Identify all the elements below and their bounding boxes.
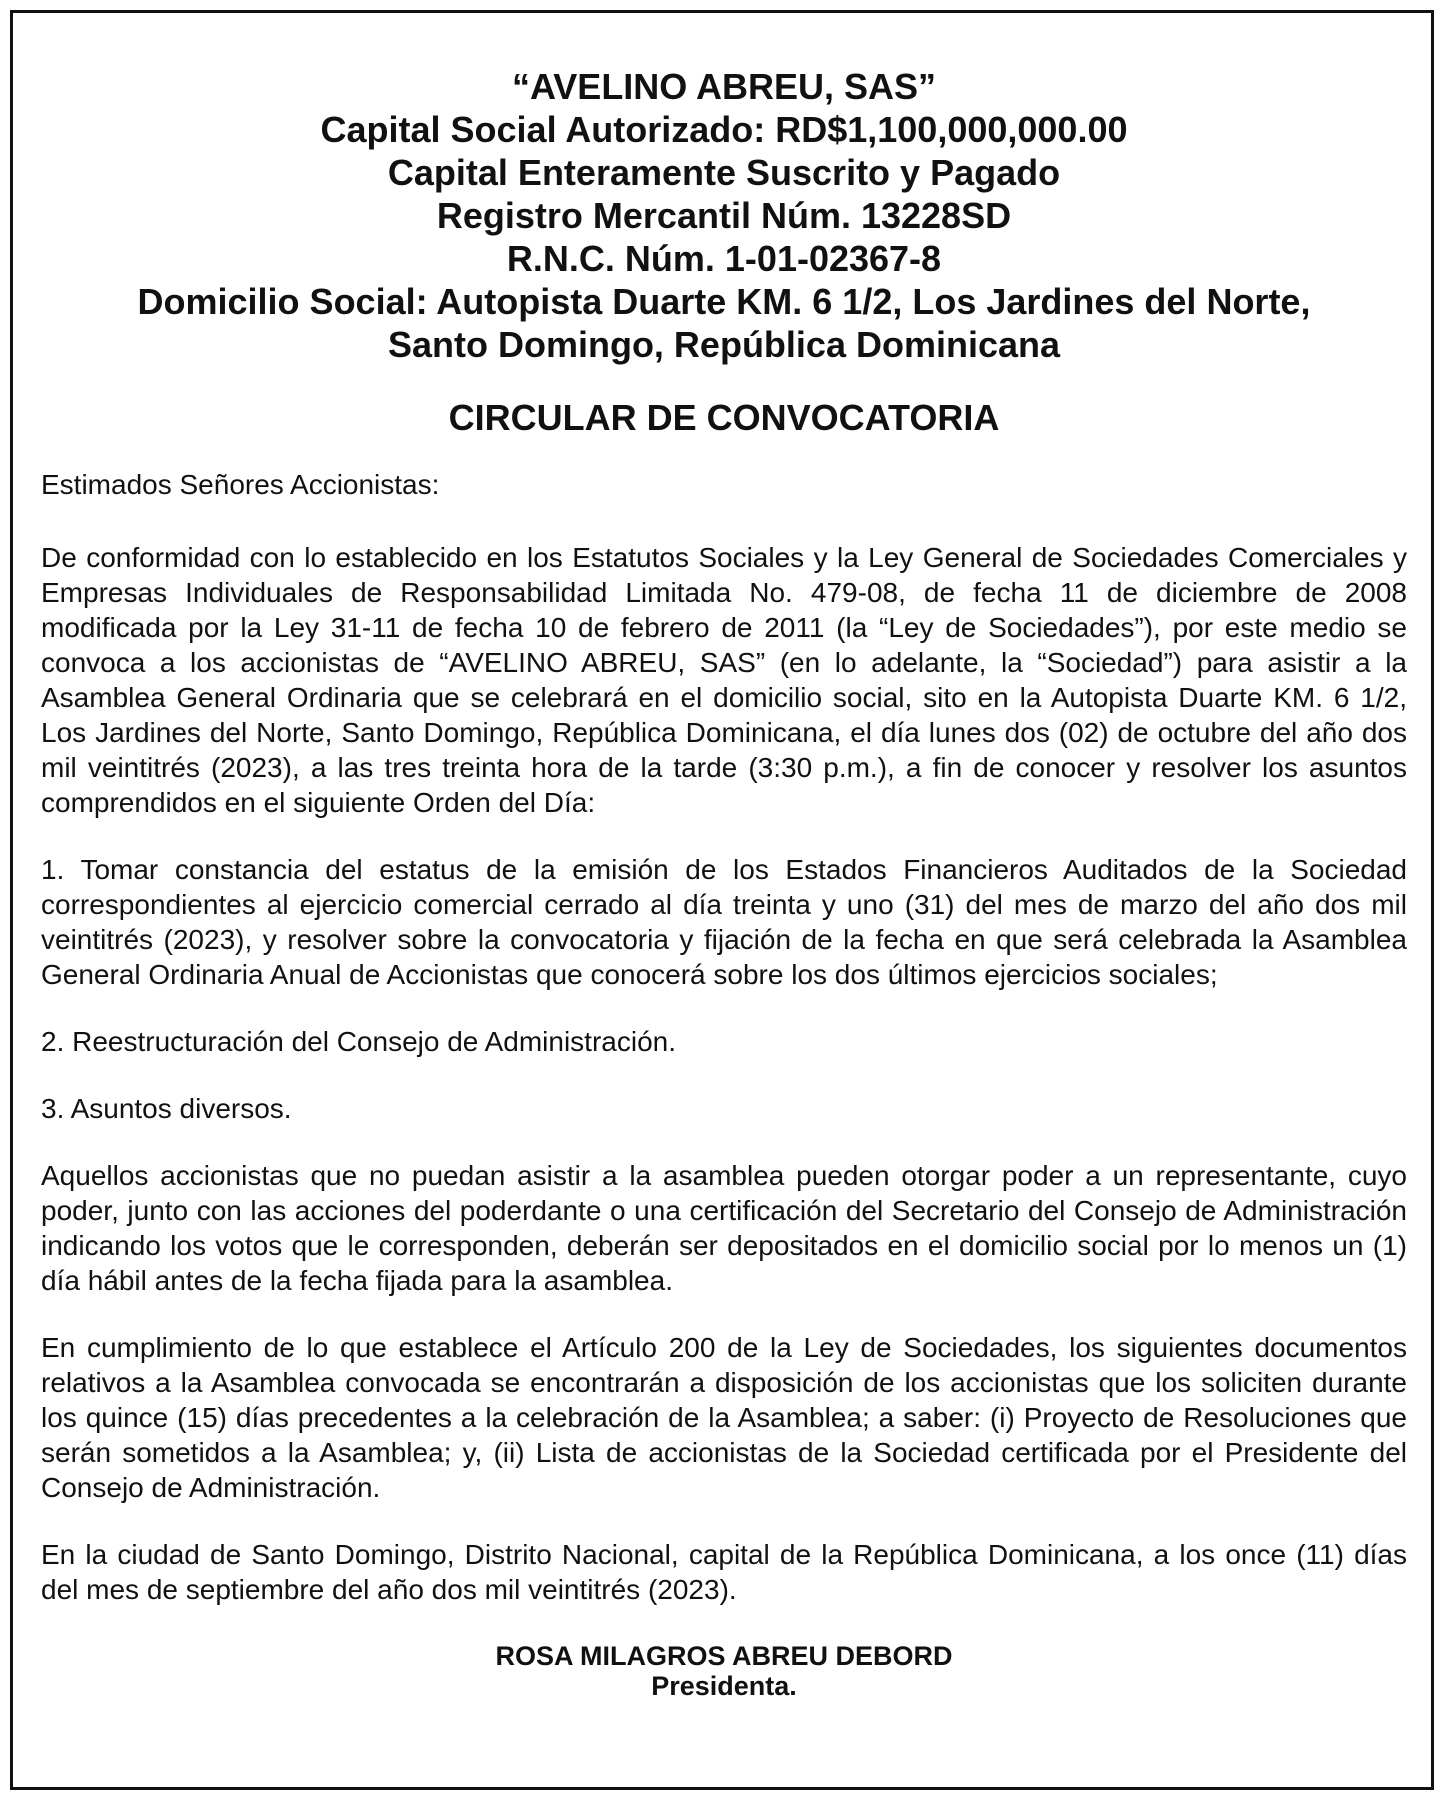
agenda-item-1: 1. Tomar constancia del estatus de la emisión de los Estados Financieros Auditados de la Sociedad correspondientes al ejercicio comercial cerrado al día treinta y uno (31) del mes de marzo del año dos mil veintitrés (2023), y resolver sobre la convocatoria y fijación de la fecha en que será celebrada la Asamblea General Ordinaria Anual de Accionistas que conocerá sobre los dos últimos ejercicios sociales; (41, 854, 1407, 990)
paid-capital: Capital Enteramente Suscrito y Pagado (387, 152, 1061, 193)
address-line-1: Domicilio Social: Autopista Duarte KM. 6 1/2, Los Jardines del Norte, (137, 281, 1311, 322)
authorized-capital: Capital Social Autorizado: RD$1,100,000,000.00 (320, 109, 1128, 150)
agenda-item-3: 3. Asuntos diversos. (41, 1093, 292, 1124)
proxy-paragraph: Aquellos accionistas que no puedan asistir a la asamblea pueden otorgar poder a un representante, cuyo poder, junto con las acciones del poderdante o una certificación del Secretario del Consejo de Administración indicando los votos que le corresponden, deberán ser depositados en el domicilio social por lo menos un (1) día hábil antes de la fecha fijada para la asamblea. (41, 1160, 1407, 1296)
company-name: “AVELINO ABREU, SAS” (511, 66, 937, 107)
greeting: Estimados Señores Accionistas: (41, 469, 440, 500)
signer-role: Presidenta. (651, 1671, 797, 1701)
signature-block (41, 1641, 1407, 1701)
rnc-number: R.N.C. Núm. 1-01-02367-8 (506, 238, 942, 279)
date-place-paragraph: En la ciudad de Santo Domingo, Distrito Nacional, capital de la República Dominicana, a los once (11) días del mes de septiembre del año dos mil veintitrés (2023). (41, 1539, 1407, 1605)
convocation-paragraph: De conformidad con lo establecido en los Estatutos Sociales y la Ley General de Sociedades Comerciales y Empresas Individuales de Responsabilidad Limitada No. 479-08, de fecha 11 de diciembre de 2008 modificada por la Ley 31-11 de fecha 10 de febrero de 2011 (la “Ley de Sociedades”), por este medio se convoca a los accionistas de “AVELINO ABREU, SAS” (en lo adelante, la “Sociedad”) para asistir a la Asamblea General Ordinaria que se celebrará en el domicilio social, sito en la Autopista Duarte KM. 6 1/2, Los Jardines del Norte, Santo Domingo, República Dominicana, el día lunes dos (02) de octubre del año dos mil veintitrés (2023), a las tres treinta hora de la tarde (3:30 p.m.), a fin de conocer y resolver los asuntos comprendidos en el siguiente Orden del Día: (41, 542, 1407, 818)
documents-paragraph: En cumplimiento de lo que establece el Artículo 200 de la Ley de Sociedades, los siguientes documentos relativos a la Asamblea convocada se encontrarán a disposición de los accionistas que los soliciten durante los quince (15) días precedentes a la celebración de la Asamblea; a saber: (i) Proyecto de Resoluciones que serán sometidos a la Asamblea; y, (ii) Lista de accionistas de la Sociedad certificada por el Presidente del Consejo de Administración. (41, 1332, 1407, 1503)
address-line-2: Santo Domingo, República Dominicana (387, 324, 1061, 365)
signer-name: ROSA MILAGROS ABREU DEBORD (495, 1641, 953, 1671)
notice-border (10, 10, 1434, 1790)
agenda-item-2: 2. Reestructuración del Consejo de Administración. (41, 1026, 677, 1057)
document-title: CIRCULAR DE CONVOCATORIA (448, 397, 1000, 438)
company-header (41, 65, 1407, 366)
notice-document (41, 65, 1407, 1701)
mercantile-registry: Registro Mercantil Núm. 13228SD (436, 195, 1012, 236)
